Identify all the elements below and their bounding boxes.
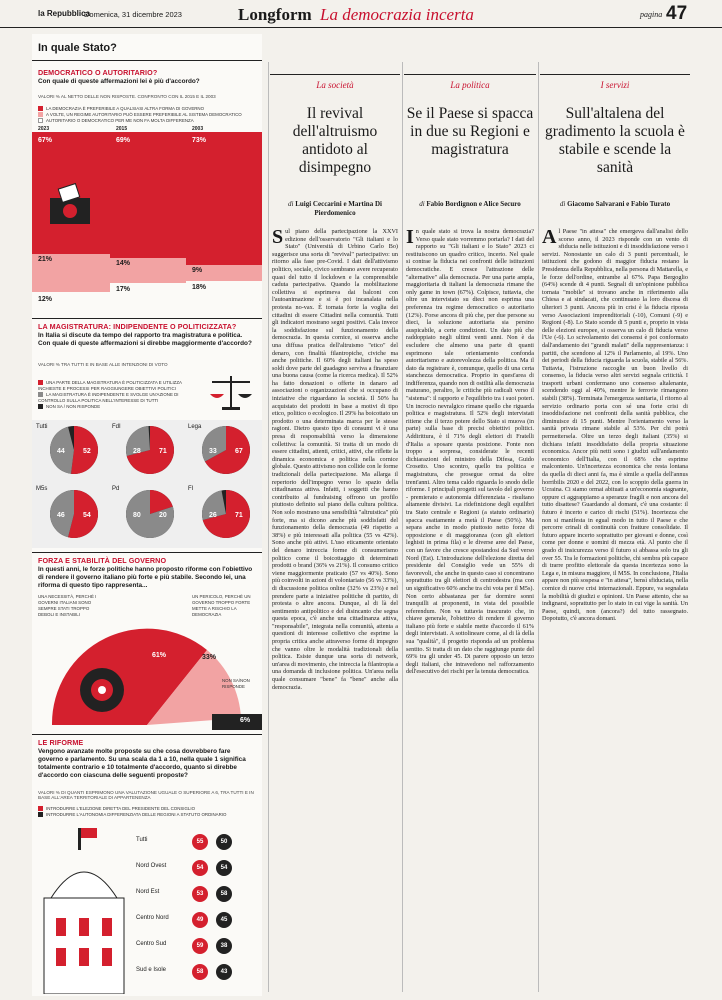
reform-value-autonomy: 50 bbox=[216, 834, 232, 850]
article-body: Sul piano della partecipazione la XXVI edizione dell'osservatorio "Gli italiani e lo Stato" (Università di Urbino Carlo Bo) suggerisce una sorta di "revival" partecipativo: un ritorno alla fase pre-Covid. I dati dell'attivismo politico, sociale, civico sembrano avere recuperato quasi del tutto il lockdown e la comprensibile caduta partecipativa. Quando la mobilitazione collettiva si esprimeva dai balconi con l'autoanimazione e si è poi incanalata nella protesta no-vax. È tornata forte la voglia dei cittadini di essere Cittadini nella comunità. Tutti gli indicatori mostrano segni positivi. Cala invece la soddisfazione sul funzionamento della democrazia. In questa cornice, si osserva anche una diffusa pratica dell'altruismo "etico" del denaro, con finalità filantropiche, civiche ma anche politiche. Il 60% degli italiani ha speso soldi dove parte del guadagno serviva a finanziare una buona causa (come la ricerca medica). Il 52% ha fatto donazioni o offerte in danaro ad associazioni o organizzazioni che si occupano di iniziative che riguardano la società. Il 50% ha acquistato dei prodotti in base a motivi di tipo etico, politico o ecologico. Il 29% ha boicottato un prodotto o una determinata marca per le stesse ragioni. Dietro questo tipo di consumi vi è una presa di responsabilità verso la dimensione collettiva: la comunità. Si tratta di un modo di essere cittadini, attenti, critici, attivi, che riflette la dinamica economica e politica nella cornice globale. Questo attivismo non collide con le forme tradizionali della partecipazione. Ma allarga il repertorio dell'impegno verso lo spazio della cittadinanza attiva. Infatti, i soggetti che hanno contribuito al fundraising offrono un profilo piuttosto definito sul piano della cultura politica. Non solo mostrano una sensibilità "altruistica" più forte, ma si dicono anche più soddisfatti del funzionamento della democrazia (49 rispetto a 38%) e più interessati alla politica (55 vs 42%). Sono anche più attivi. L'uso eticamente orientato del denaro intreccia forme di consumerismo politico come il boicottaggio di determinati prodotti o brand (36% vs 21%). Il consumo critico viene maggiormente praticato (57 vs 40%). Sono più coinvolti in azioni di volontariato (56 vs 33%), di discussione politica online (32% vs 23%) e nel prendere parte a iniziative politiche di partito, di protesta o altre ancora. Dunque, al di là del sentimento antipolitico e del disincanto che segna questa epoca, c'è anche una cittadinanza attiva, "responsabile", integrata nella comunità, attenta a questioni di interesse collettivo che esprime la propria critica anche attraverso forme di impegno che vanno oltre le modalità tradizionali della politica. Esiste dunque una sorta di network, un'area di movimento, che intreccia la filantropia a una domanda di inclusione politica. Un'area nella quale consumare "bene" fa "bene" anche alla democrazia. bbox=[272, 228, 398, 691]
reform-area: Nord Est bbox=[136, 889, 160, 895]
bar-value: 69% bbox=[116, 137, 131, 144]
section2-title: LA MAGISTRATURA: INDIPENDENTE O POLITICIZZATA? bbox=[38, 322, 237, 331]
government-label-nosa: NON SA/NON RISPONDE bbox=[222, 678, 250, 689]
section4-question: Vengono avanzate molte proposte su che cosa dovrebbero fare governo e parlamento. Su una scala da 1 a 10, nella quale 1 significa totalmente contrario e 10 totalmente d'accordo, quanto si direbbe d'accordo con ciascuna delle seguenti proposte? bbox=[38, 748, 246, 779]
reform-value-autonomy: 43 bbox=[216, 964, 232, 980]
section4-title: LE RIFORME bbox=[38, 738, 84, 747]
article-body: In quale stato si trova la nostra democrazia? Verso quale stato vorremmo portarla? I dati del rapporto su "Gli italiani e lo Stato" 2023 ci restituiscono un quadro critico, incerto. Nel quale si contrae la fiducia nei confronti delle istituzioni democratiche. E cresce l'attrazione delle "alternative" alla democrazia. Per una parte ampia, maggioritaria di italiani la democrazia rimane the only game in town (67%). Colpisce, tuttavia, che oltre un intervistato su dieci non esprima una preferenza tra regime democratico o autoritario (12%). Forse ancora di più che, per due persone su dieci, la soluzione autoritaria sia persino auspicabile, a certe condizioni. Un dato più che raddoppiato negli ultimi venti anni. Non è da escludere che almeno una parte di quanti esprimono tale orientamento confonda autoritarismo e autorevolezza della politica. Ma il dato da registrare è, comunque, quello di una certa stanchezza democratica. Proprio in quest'area di indifferenza, quando non di ostilità alla democrazia maturano, peraltro, le critiche più radicali verso il "sistema": il rapporto e l'equilibrio tra i suoi poteri. Un incrocio nevralgico rimane quello che riguarda politica e magistratura. Il 52% degli intervistati ritiene che il terzo potere dello Stato si muova (in parte) sulla base di precisi obiettivi politici. Addirittura, è il 71% degli elettori di Fratelli d'Italia a sposare questa posizione. Fonte non troppo a sorpresa, considerate le recenti dichiarazioni del ministro della Difesa, Guido Crosetto. Uno scontro, quello tra politica e magistratura, che prosegue ormai da oltre trent'anni. Altro tema caldo riguarda lo snodo delle riforme. I principali progetti sul tavolo del governo - premierato e autonomia differenziata - risultano altamente divisivi. La ridefinizione degli equilibri tra Stato centrale e Regioni (a statuto ordinario) spacca esattamente a metà il Paese (50%). Ma separa anche in modo piuttosto netto forze di opposizione e di maggioranza (con gli elettori leghisti in prima fila) e le diverse aree del Paese, con un favore che cresce spostandosi da Sud verso Nord (Est). L'introduzione dell'elezione diretta del presidente del Consiglio vede un 55% di favorevoli, che anche in questo caso si concentrano soprattutto tra gli elettori di centrodestra (ma con un significativo 60% anche tra chi vota per il M5s). Non certo abbastanza per far dormire sonni tranquilli ai proponenti, in vista del possibile referendum. Non va tuttavia trascurato che, in chiave generale, l'obiettivo di rendere il governo italiano più forte e stabile mette d'accordo il 61% degli intervistati. A sottolineare come, al di là della sua "qualità", il progetto risponda ad un problema sentito. Si tratta di un dato che raggiunge punte del 69% tra gli under 45. Di parere opposto un terzo degli italiani, che intravedono nel rafforzamento dell'esecutivo dei rischi per la tenuta democratica. bbox=[406, 228, 534, 676]
pie-value-b: 46 bbox=[57, 512, 65, 519]
bar-value: 14% bbox=[116, 260, 131, 267]
reform-value-autonomy: 58 bbox=[216, 886, 232, 902]
pie-value-a: 52 bbox=[83, 448, 91, 455]
reform-row bbox=[136, 964, 256, 977]
section2-note: VALORI % TRA TUTTI E IN BASE ALLE INTENZIONI DI VOTO bbox=[38, 362, 168, 367]
reform-value-autonomy: 54 bbox=[216, 860, 232, 876]
bar-2015-democracy bbox=[110, 132, 186, 258]
issue-date: Domenica, 31 dicembre 2023 bbox=[84, 10, 182, 19]
wheel-icon bbox=[80, 668, 124, 712]
section1-question: Con quale di queste affermazioni lei è più d'accordo? bbox=[38, 78, 200, 85]
section-name: Longform bbox=[238, 5, 312, 24]
year-label: 2023 bbox=[38, 126, 50, 132]
pie-label: Lega bbox=[188, 424, 202, 430]
pie-value-a: 71 bbox=[159, 448, 167, 455]
bar-value: 67% bbox=[38, 137, 53, 144]
infographic-panel bbox=[32, 34, 262, 996]
government-value: 33% bbox=[202, 654, 217, 661]
pie-value-b: 44 bbox=[57, 448, 65, 455]
reform-value-premier: 59 bbox=[192, 938, 208, 954]
pie-value-a: 67 bbox=[235, 448, 243, 455]
section2-question: In Italia si discute da tempo del rapporto tra magistratura e politica. Con quale di queste affermazioni si direbbe maggiormente d'accordo? bbox=[38, 332, 252, 347]
pie-label: M5s bbox=[36, 486, 48, 492]
pie-value-a: 54 bbox=[83, 512, 91, 519]
bar-value: 73% bbox=[192, 137, 207, 144]
pie-value-b: 28 bbox=[133, 448, 141, 455]
scales-icon bbox=[208, 372, 254, 412]
magistratura-pies bbox=[32, 420, 262, 548]
article-kicker: I servizi bbox=[600, 80, 630, 90]
reform-row bbox=[136, 938, 256, 951]
bar-value: 17% bbox=[116, 286, 131, 293]
section1-legend: LA DEMOCRAZIA È PREFERIBILE A QUALSIASI ALTRA FORMA DI GOVERNO A VOLTE, UN REGIME AUTORITARIO PUÒ ESSERE PREFERIBILE AL SISTEMA DEMOCRATICO AUTORITARIO O DEMOCRATICO PER ME NON FA MOLTA DIFFERENZA bbox=[38, 106, 258, 124]
infographic-title: In quale Stato? bbox=[38, 42, 117, 54]
government-label-necessity: UNA NECESSITÀ, PERCHÉ I GOVERNI ITALIANI SONO SEMPRE STATI TROPPO DEBOLI E INSTABILI bbox=[38, 594, 97, 617]
reform-value-autonomy: 38 bbox=[216, 938, 232, 954]
pie-value-b: 80 bbox=[133, 512, 141, 519]
newspaper-name: la Repubblica bbox=[38, 9, 91, 18]
democracy-bar-chart bbox=[32, 132, 262, 314]
section4-legend: INTRODURRE L'ELEZIONE DIRETTA DEL PRESIDENTE DEL CONSIGLIO INTRODURRE L'AUTONOMIA DIFFERENZIATA DELLE REGIONI A STATUTO ORDINARIO bbox=[38, 806, 258, 818]
reform-area: Sud e Isole bbox=[136, 967, 167, 973]
article-kicker: La politica bbox=[450, 80, 490, 90]
page-number: 47 bbox=[666, 3, 688, 24]
page-header bbox=[0, 0, 722, 28]
article-body: Al Paese "in attesa" che emergeva dall'analisi dello scorso anno, il 2023 risponde con un vento di sfiducia nelle istituzioni e di insoddisfazione verso i servizi. Nonostante un calo di 3 punti percentuali, le istituzioni che godono di maggior fiducia restano la Presidenza della Repubblica, nella persona di Mattarella, e le forze dell'ordine, entrambe al 67%. Papa Bergoglio (64%) scende di 4 punti. Segnali di un'opinione pubblica tornata "mobile" si trovano anche in riferimento alla Chiesa e ai sindacati, che continuano la loro discesa di ulteriori 3 punti. Ancora più in crisi è la fiducia riposta verso Associazioni imprenditoriali (-10), Comuni (-9) e Regioni (-8). Lo Stato scende di 5 punti e, proprio in vista delle elezioni europee, si osserva un calo di fiducia verso l'Ue (-6). Lo scivolamento dei consensi è poi conformato dall'andamento dei "grandi malati" della rappresentanza: i partiti, che scendono al 12% il Parlamento, al 19%. Uno dei periodi della fiducia riguarda la scuola, stabile al 56%. Tuttavia, l'istruzione raccoglie un buon livello di consenso, la fiducia verso altri servizi segnala criticità. I trasporti urbani confermano uno consenso altalenante, scendendo oggi al 40%, mentre le ferrovie rimangono stabili (38%). Terminata l'emergenza sanitaria, il ritorno al servizio ordinario porta con sé una forte crisi di insoddisfazione nei confronti della sanità pubblica, che diminuisce di 15 punti. Mentre l'orientamento verso la sanità privata rimane stabile al 53%. Per chi potrà permettersela. Oltre un terzo degli italiani (35%) si dichiara infatti insoddisfatto della propria situazione economica. Ancor più netti sono i giudizi sull'andamento economico dell'Italia, con il 68% che esprime malcontento. Un'incertezza economica che resta lontana da quella di dieci anni fa, ma è simile a quella dell'annus horribilis 2020 e del 2022, con lo scoppio della guerra in Ucraina. Ci siamo ormai abituati a un'economia stagnante, oppure ci aggrappiamo a speranze fragili e non ancora del tutto disattese? Guardando al domani, c'è una costante: il futuro è incerto e carico di rischi (51%). Incertezza che non si manifesta in egual modo in tutto il Paese e che percorre crinali di continuità con fratture consolidate. Il futuro appare incerto soprattutto per giovani e donne, così come per donne e uomini di mezza età. Al punto che il grado di insicurezza verso il futuro si abbassa solo tra gli over 55. Tra le formazioni politiche, chi sembra più capace di trarre profitto elettorale da questa incertezza sono la Lega e, in misura maggiore, il M5S. In conclusione, l'Italia appare non più sospesa e "in attesa", bensì sfiduciata, nella cornice di nuove crisi internazionali. Eppure, va segnalata la mobilità di giudizi e opinioni. Un Paese attento, che sa indignarsi, soprattutto per lo stato in cui vige la sanità. Un Paese, quindi, non (ancora?) del tutto rassegnato. Dopotutto, c'è ancora domani. bbox=[542, 228, 688, 623]
pie-label: Tutti bbox=[36, 424, 48, 430]
section4-note: VALORI % DI QUANTI ESPRIMONO UNA VALUTAZIONE UGUALE O SUPERIORE A 6, TRA TUTTI E IN BASE ALL'AREA TERRITORIALE DI APPARTENENZA bbox=[38, 790, 254, 800]
article-byline: di Luigi Ceccarini e Martina Di Pierdomenico bbox=[288, 200, 382, 217]
section1-note: VALORI % AL NETTO DELLE NON RISPOSTE. CONFRONTO CON IL 2015 E IL 2003 bbox=[38, 94, 216, 99]
reform-value-autonomy: 45 bbox=[216, 912, 232, 928]
reform-value-premier: 49 bbox=[192, 912, 208, 928]
article-title: Se il Paese si spacca in due su Regioni e magistratura bbox=[406, 105, 534, 158]
government-value: 61% bbox=[152, 652, 167, 659]
pie-value-a: 71 bbox=[235, 512, 243, 519]
reform-value-premier: 55 bbox=[192, 834, 208, 850]
article-byline: di Fabio Bordignon e Alice Securo bbox=[419, 200, 521, 208]
article-byline: di Giacomo Salvarani e Fabio Turato bbox=[559, 200, 671, 208]
pie-label: Pd bbox=[112, 486, 120, 492]
year-label: 2003 bbox=[192, 126, 204, 132]
reform-value-premier: 58 bbox=[192, 964, 208, 980]
reform-area: Nord Ovest bbox=[136, 863, 167, 869]
section2-legend: UNA PARTE DELLA MAGISTRATURA È POLITICIZZATA E UTILIZZA INCHIESTE E PROCESSI PER RAGGIUNGERE OBIETTIVI POLITICI LA MAGISTRATURA È INDIPENDENTE E SVOLGE UN'AZIONE DI CONTROLLO SULLA POLITICA NELL'INTERESSE DI TUTTI NON SA / NON RISPONDE bbox=[38, 380, 182, 409]
section3-title: FORZA E STABILITÀ DEL GOVERNO bbox=[38, 556, 167, 565]
pie-label: FI bbox=[188, 486, 194, 492]
reform-value-premier: 53 bbox=[192, 886, 208, 902]
pie-value-b: 26 bbox=[209, 512, 217, 519]
pie-label: FdI bbox=[112, 424, 121, 430]
pie-value-b: 33 bbox=[209, 448, 217, 455]
bar-value: 21% bbox=[38, 256, 53, 263]
pie-value-a: 20 bbox=[159, 512, 167, 519]
government-value: 6% bbox=[240, 717, 251, 724]
section3-question: In questi anni, le forze politiche hanno proposto riforme con l'obiettivo di rendere il governo italiano più forte e più stabile. Secondo lei, una riforma di questo tipo rappresenta... bbox=[38, 566, 253, 589]
page-label: pagina bbox=[640, 10, 663, 19]
section1-title: DEMOCRATICO O AUTORITARIO? bbox=[38, 68, 158, 77]
bar-value: 12% bbox=[38, 296, 53, 303]
reform-value-premier: 54 bbox=[192, 860, 208, 876]
government-label-danger: UN PERICOLO, PERCHÉ UN GOVERNO TROPPO FORTE METTE A RISCHIO LA DEMOCRAZIA bbox=[192, 594, 251, 617]
article-kicker: La società bbox=[316, 80, 354, 90]
article-title: Sull'altalena del gradimento la scuola è stabile e scende la sanità bbox=[545, 105, 685, 176]
year-label: 2015 bbox=[116, 126, 128, 132]
bar-value: 18% bbox=[192, 284, 207, 291]
reform-area: Centro Nord bbox=[136, 915, 169, 921]
reform-row bbox=[136, 886, 256, 899]
reform-area: Centro Sud bbox=[136, 941, 167, 947]
reform-row bbox=[136, 912, 256, 925]
bar-value: 9% bbox=[192, 267, 203, 274]
reform-row bbox=[136, 860, 256, 873]
reform-row bbox=[136, 834, 256, 847]
parliament-building-icon bbox=[36, 828, 132, 994]
bar-2003-democracy bbox=[186, 132, 262, 265]
section-subtitle: La democrazia incerta bbox=[320, 5, 474, 24]
article-title: Il revival dell'altruismo antidoto al disimpegno bbox=[292, 105, 378, 176]
reform-area: Tutti bbox=[136, 837, 148, 843]
